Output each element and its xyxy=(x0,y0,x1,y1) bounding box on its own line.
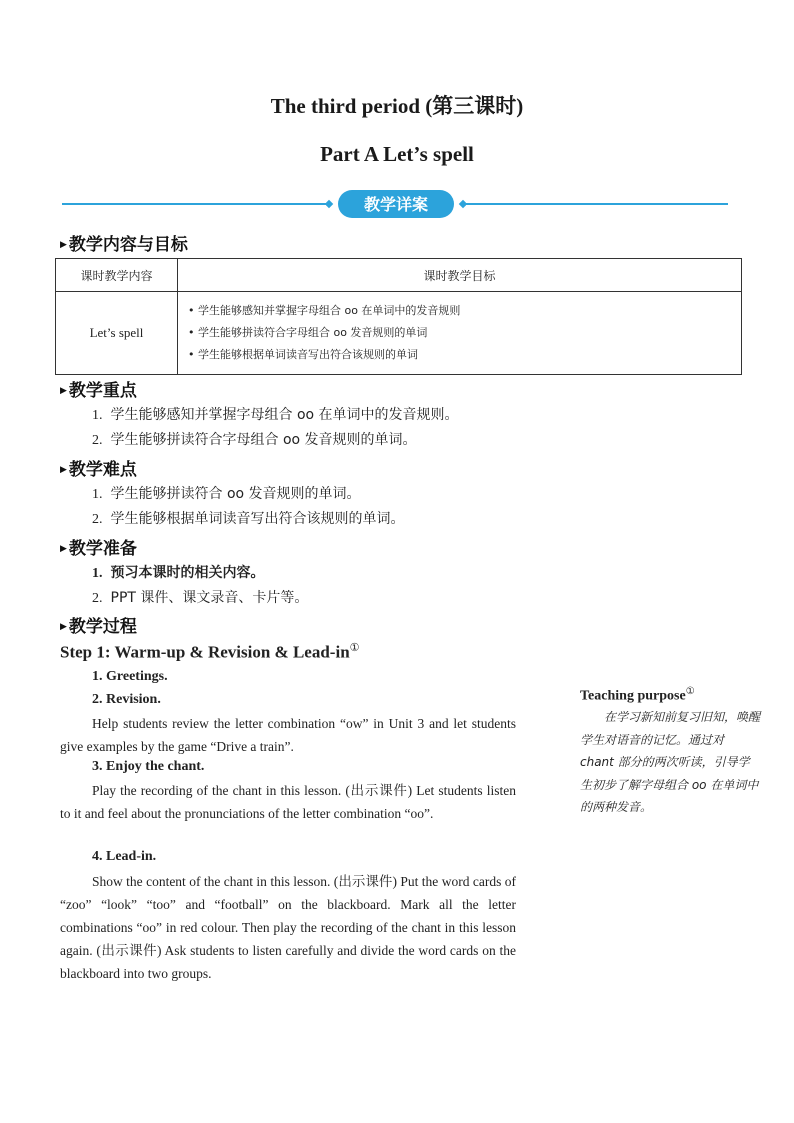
table-cell-goals xyxy=(178,292,742,375)
teaching-purpose-text: 在学习新知前复习旧知，唤醒学生对语音的记忆。通过对 chant 部分的两次听读，引导学生初步了解字母组合 oo 在单词中的两种发音。 xyxy=(580,710,761,814)
list-item: 1. 预习本课时的相关内容。 xyxy=(92,565,265,581)
banner-line-right xyxy=(466,203,728,205)
banner-line-left xyxy=(62,203,326,205)
step-title: Step 1: Warm-up & Revision & Lead-in① xyxy=(60,642,360,662)
step-sub-chant: 3. Enjoy the chant. xyxy=(92,759,205,774)
paragraph-leadin: Show the content of the chant in this lesson. (出示课件) Put the word cards of “zoo” “look” “too” and “football” on the blackboard. Mark all the letter combinations “oo” in red colour. Then play the recording of the chant in this lesson again. (出示课件) Ask students to listen carefully and divide the word cards on the blackboard into two groups. xyxy=(60,874,516,981)
section-heading-content: ▶ 教学内容与目标 xyxy=(60,235,188,255)
list-item: 2. 学生能够拼读符合字母组合 oo 发音规则的单词。 xyxy=(92,432,417,448)
page-title: The third period (第三课时) xyxy=(270,94,524,118)
list-item: 2. 学生能够根据单词读音写出符合该规则的单词。 xyxy=(92,511,405,527)
page-subtitle: Part A Let’s spell xyxy=(320,142,474,166)
paragraph-revision: Help students review the letter combination “ow” in Unit 3 and let students give examples by the game “Drive a train”. xyxy=(60,716,516,754)
section-heading-difficulty: ▶ 教学难点 xyxy=(60,460,137,480)
goal-item: • 学生能够感知并掌握字母组合 oo 在单词中的发音规则 xyxy=(188,304,461,317)
list-item: 2. PPT 课件、课文录音、卡片等。 xyxy=(92,590,309,606)
step-sub-leadin: 4. Lead-in. xyxy=(92,849,157,864)
banner-label: 教学详案 xyxy=(363,195,429,214)
paragraph-chant: Play the recording of the chant in this lesson. (出示课件) Let students listen to it and feel about the pronunciations of the letter combination “oo”. xyxy=(60,783,516,821)
section-heading-text: 教学难点 xyxy=(68,460,137,480)
section-heading-text: 教学准备 xyxy=(68,539,137,559)
goal-item: • 学生能够根据单词读音写出符合该规则的单词 xyxy=(188,348,418,361)
table-header-content: 课时教学内容 xyxy=(56,259,178,292)
teaching-purpose-title: Teaching purpose① xyxy=(580,686,695,704)
section-heading-process: ▶ 教学过程 xyxy=(60,617,137,637)
goals-table xyxy=(55,258,742,375)
table-cell-content: Let’s spell xyxy=(56,292,178,375)
banner-badge xyxy=(326,189,466,219)
section-heading-prep: ▶ 教学准备 xyxy=(60,539,137,559)
section-heading-text: 教学过程 xyxy=(68,617,137,637)
step-sub-greetings: 1. Greetings. xyxy=(92,669,168,684)
list-item: 1. 学生能够感知并掌握字母组合 oo 在单词中的发音规则。 xyxy=(92,407,459,423)
step-sub-revision: 2. Revision. xyxy=(92,692,161,707)
section-heading-text: 教学重点 xyxy=(68,381,137,401)
list-item: 1. 学生能够拼读符合 oo 发音规则的单词。 xyxy=(92,486,361,502)
section-heading-text: 教学内容与目标 xyxy=(68,235,188,255)
section-heading-focus: ▶ 教学重点 xyxy=(60,381,137,401)
goal-item: • 学生能够拼读符合字母组合 oo 发音规则的单词 xyxy=(188,326,428,339)
table-header-goals: 课时教学目标 xyxy=(178,259,742,292)
